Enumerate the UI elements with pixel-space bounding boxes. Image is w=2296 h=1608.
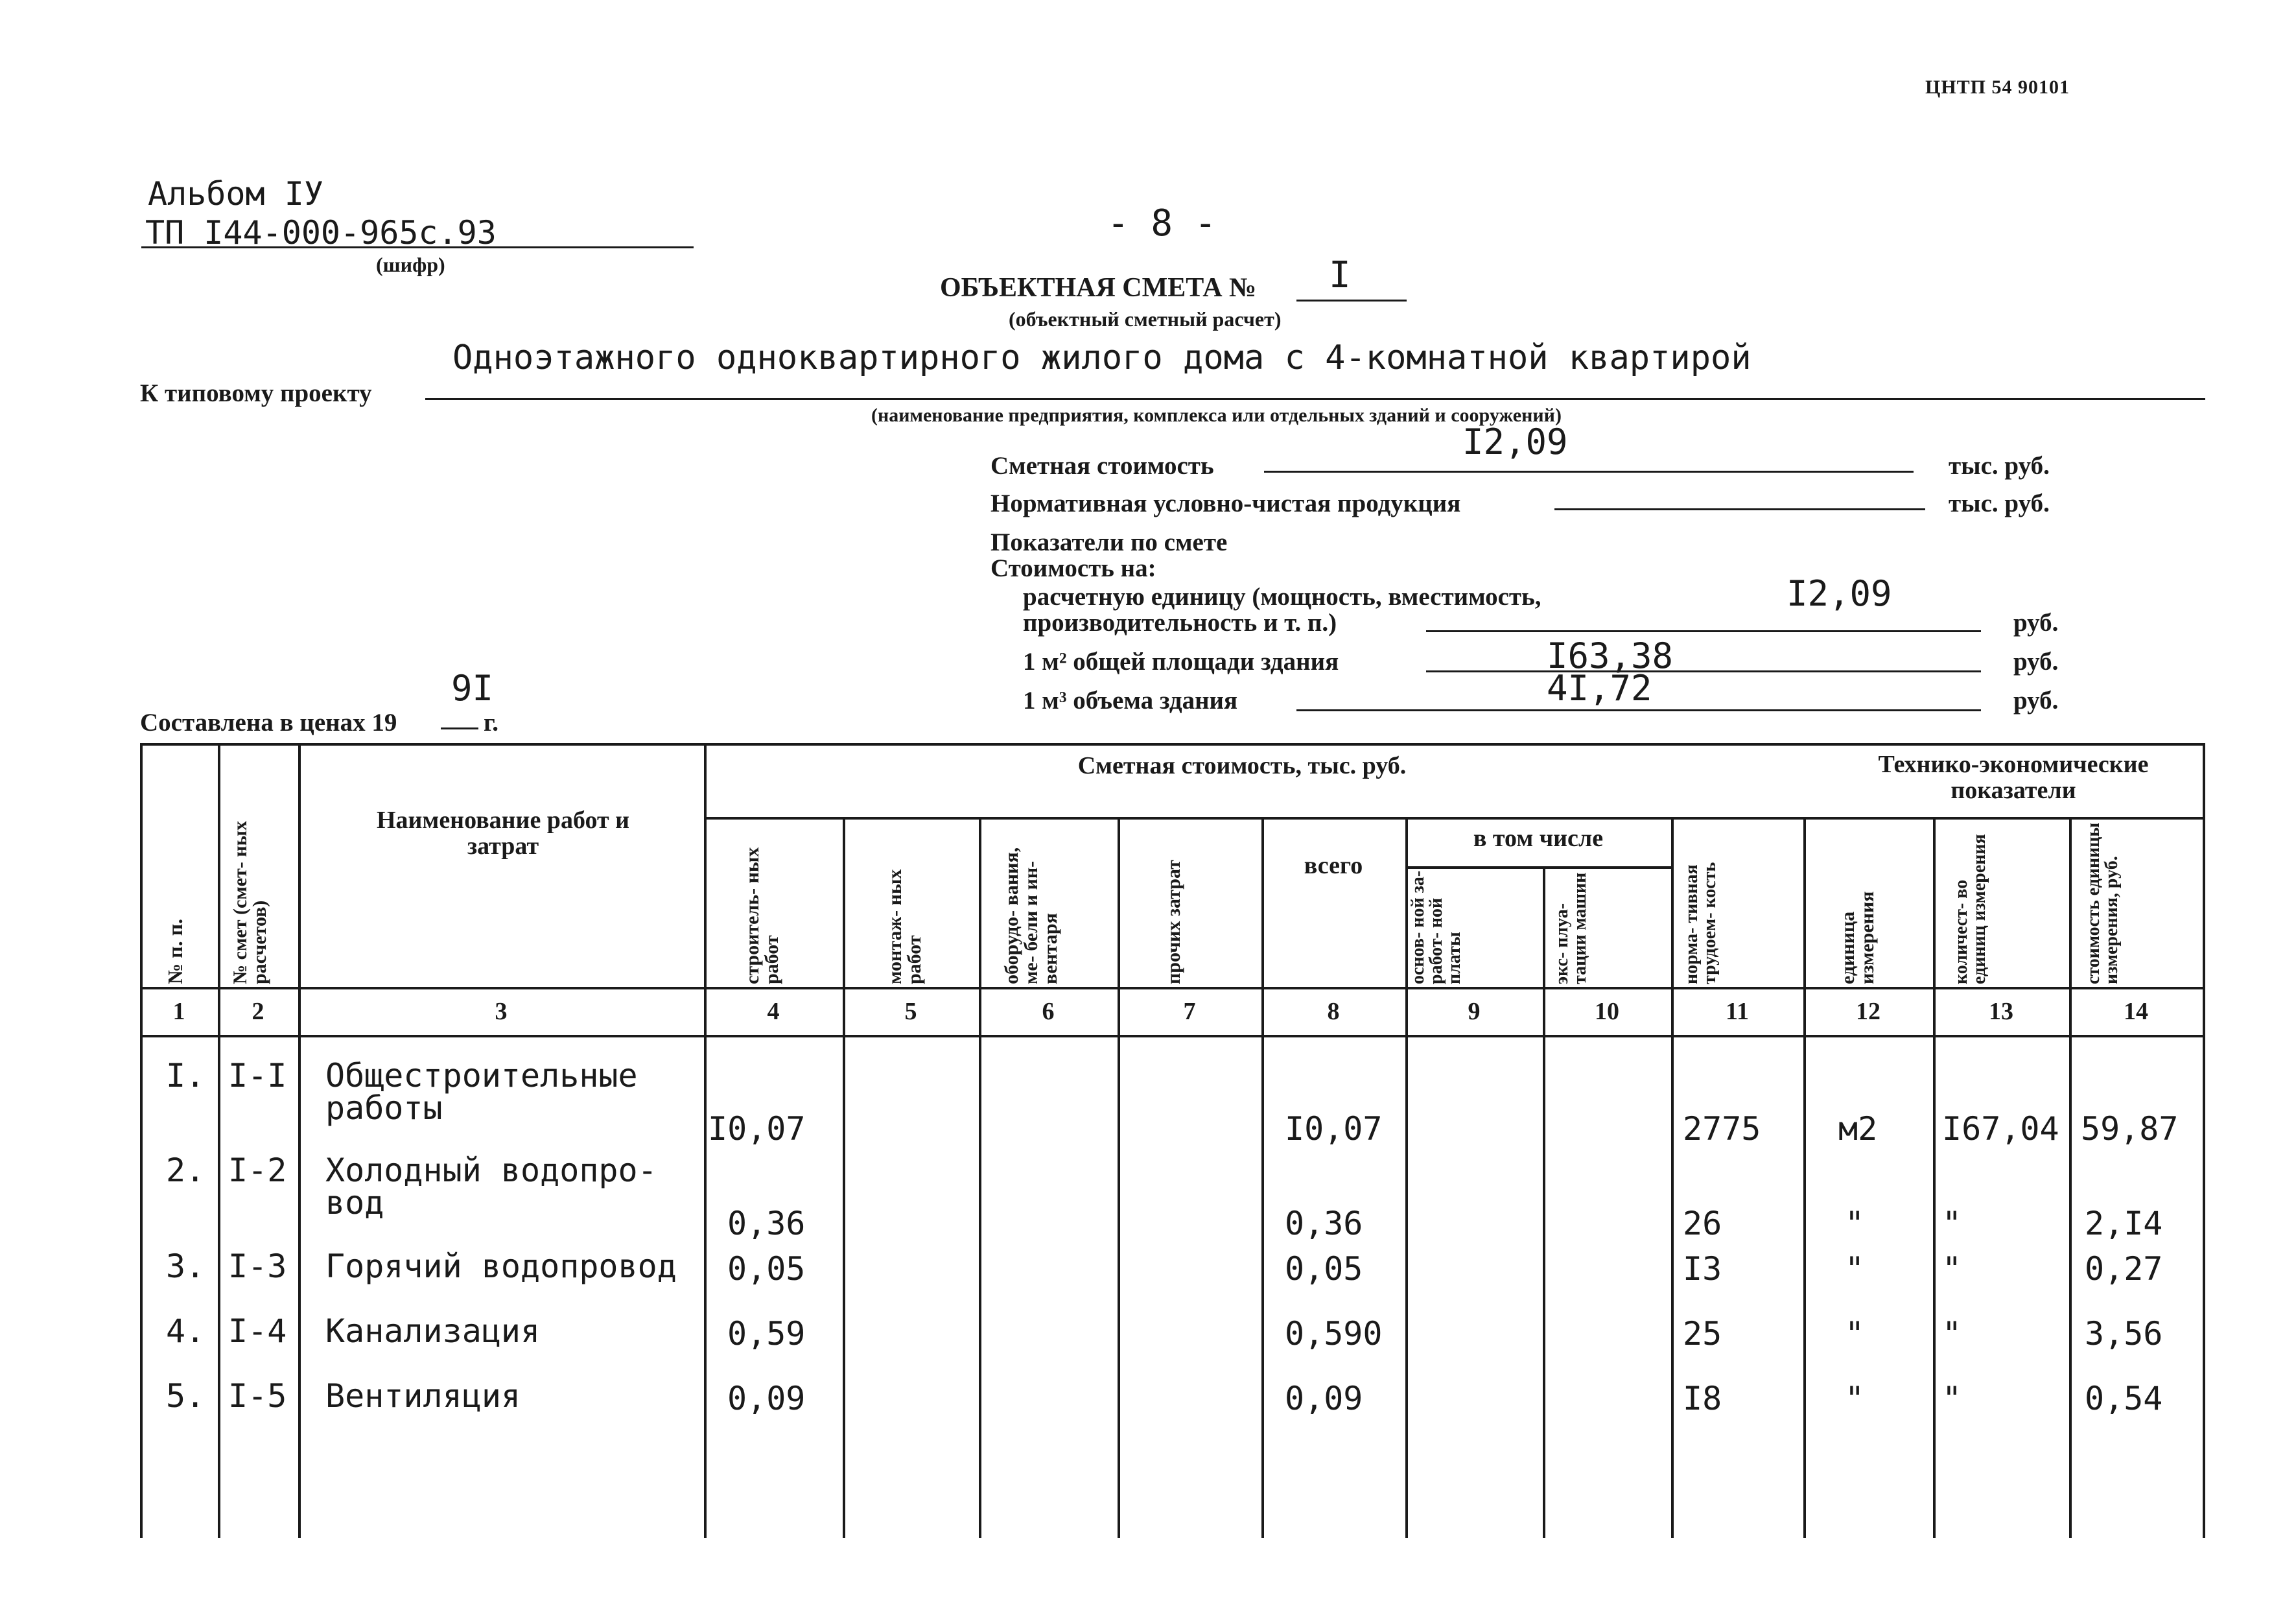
column-number: 7	[1183, 998, 1196, 1025]
header-quantity: количест- во единиц измерения	[1951, 834, 1989, 984]
row-number: 4.	[166, 1312, 205, 1350]
row-work-name: Холодный водопро-	[325, 1152, 657, 1189]
row-estimate-code: I-I	[228, 1057, 287, 1094]
row-unit: м2	[1838, 1110, 1878, 1148]
row-number: 3.	[166, 1247, 205, 1285]
row-unit-cost: 2,I4	[2085, 1205, 2163, 1242]
column-number: 12	[1856, 998, 1880, 1025]
net-unit: тыс. руб.	[1949, 490, 2050, 517]
column-numbers-border	[140, 1035, 2205, 1037]
area-label: 1 м² общей площади здания	[1023, 648, 1339, 676]
area-unit: руб.	[2013, 648, 2059, 676]
column-number: 14	[2124, 998, 2148, 1025]
row-quantity: I67,04	[1942, 1110, 2059, 1148]
column-number: 5	[904, 998, 917, 1025]
row-quantity: "	[1942, 1205, 1962, 1242]
net-underline	[1554, 508, 1925, 510]
row-estimate-code: I-2	[228, 1152, 287, 1189]
estimate-number: I	[1329, 254, 1351, 296]
row-unit: "	[1845, 1205, 1865, 1242]
row-total-cost: I0,07	[1285, 1110, 1383, 1148]
group-header-border	[704, 817, 2205, 820]
tp-code-underline	[141, 246, 694, 248]
row-work-name: Горячий водопровод	[325, 1247, 677, 1285]
row-unit-cost: 0,54	[2085, 1380, 2163, 1417]
column-number: 1	[172, 998, 185, 1025]
prices-label: Составлена в ценах 19	[140, 709, 397, 737]
col-divider	[2203, 743, 2205, 1538]
row-labor: 25	[1683, 1315, 1722, 1353]
header-row-number: № п. п.	[163, 918, 187, 984]
table-top-border	[140, 743, 2205, 746]
header-estimate-number: № смет (смет- ных расчетов)	[229, 821, 270, 984]
col-divider	[704, 743, 707, 1538]
header-tech-group: Технико-экономические показатели	[1878, 751, 2149, 804]
col-divider	[1543, 866, 1545, 1538]
header-machines: экс- плуа- тации машин	[1552, 872, 1590, 984]
volume-unit: руб.	[2013, 687, 2059, 715]
prices-year: 9I	[451, 668, 494, 709]
header-bottom-border	[140, 987, 2205, 989]
header-unit: единица измерения	[1837, 891, 1878, 984]
row-unit: "	[1845, 1380, 1865, 1417]
column-number: 11	[1726, 998, 1749, 1025]
area-value: I63,38	[1547, 635, 1674, 676]
col-divider	[1261, 817, 1264, 1538]
column-number: 4	[767, 998, 780, 1025]
row-estimate-code: I-5	[228, 1377, 287, 1415]
row-unit: "	[1845, 1250, 1865, 1288]
net-label: Нормативная условно-чистая продукция	[990, 490, 1461, 517]
col-divider	[298, 743, 301, 1538]
header-wages: основ- ной за- работ- ной платы	[1408, 870, 1464, 984]
col-divider	[1671, 817, 1674, 1538]
unit-label-1: расчетную единицу (мощность, вместимость,	[1023, 583, 1541, 611]
row-total-cost: 0,05	[1285, 1250, 1363, 1288]
row-number: 5.	[166, 1377, 205, 1415]
doc-code: ЦНТП 54 90101	[1925, 77, 2070, 98]
column-number: 6	[1042, 998, 1055, 1025]
cost-value: I2,09	[1462, 421, 1568, 462]
col-divider	[1933, 817, 1936, 1538]
cost-label: Сметная стоимость	[990, 452, 1214, 480]
column-number: 10	[1595, 998, 1619, 1025]
row-unit-cost: 3,56	[2085, 1315, 2163, 1353]
row-unit-cost: 59,87	[2081, 1110, 2179, 1148]
row-construction-cost: 0,36	[727, 1205, 806, 1242]
col-divider	[1118, 817, 1120, 1538]
header-installation: монтаж- ных работ	[884, 869, 925, 984]
row-unit: "	[1845, 1315, 1865, 1353]
row-labor: I3	[1683, 1250, 1722, 1288]
page-number: - 8 -	[1107, 202, 1217, 244]
column-number: 8	[1327, 998, 1340, 1025]
row-construction-cost: 0,05	[727, 1250, 806, 1288]
row-work-name: Общестроительные	[325, 1057, 638, 1094]
row-work-name-cont: работы	[325, 1089, 443, 1127]
row-labor: 2775	[1683, 1110, 1761, 1148]
row-work-name-cont: вод	[325, 1184, 384, 1222]
row-quantity: "	[1942, 1315, 1962, 1353]
album-label: Альбом IУ	[148, 175, 323, 213]
col-divider	[843, 817, 845, 1538]
unit-label-2: производительность и т. п.)	[1023, 609, 1337, 637]
header-total: всего	[1304, 852, 1363, 879]
cost-underline	[1264, 471, 1914, 473]
column-number: 3	[495, 998, 508, 1025]
row-quantity: "	[1942, 1250, 1962, 1288]
cost-unit: тыс. руб.	[1949, 452, 2050, 480]
col-divider	[218, 743, 220, 1538]
column-number: 13	[1989, 998, 2013, 1025]
volume-label: 1 м³ объема здания	[1023, 687, 1238, 715]
column-number: 2	[252, 998, 264, 1025]
unit-underline	[1426, 630, 1981, 632]
row-construction-cost: 0,09	[727, 1380, 806, 1417]
prices-year-underline	[441, 727, 478, 729]
row-construction-cost: I0,07	[708, 1110, 806, 1148]
col-divider	[140, 743, 143, 1538]
incl-header-border	[1405, 866, 1671, 869]
volume-underline	[1296, 709, 1981, 711]
estimate-title: ОБЪЕКТНАЯ СМЕТА №	[940, 273, 1257, 303]
header-including: в том числе	[1473, 825, 1604, 852]
header-other-costs: прочих затрат	[1163, 860, 1184, 984]
prices-suffix: г.	[484, 709, 499, 737]
row-quantity: "	[1942, 1380, 1962, 1417]
col-divider	[979, 817, 981, 1538]
row-unit-cost: 0,27	[2085, 1250, 2163, 1288]
row-number: I.	[166, 1057, 205, 1094]
area-underline	[1426, 670, 1981, 672]
row-total-cost: 0,590	[1285, 1315, 1383, 1353]
header-equipment: оборудо- вания, ме- бели и ин- вентаря	[1001, 847, 1061, 984]
project-prefix: К типовому проекту	[140, 379, 372, 407]
indicators-label: Показатели по смете	[990, 528, 1228, 556]
row-estimate-code: I-3	[228, 1247, 287, 1285]
estimate-title-sub: (объектный сметный расчет)	[1009, 307, 1282, 331]
row-work-name: Вентиляция	[325, 1377, 521, 1415]
row-estimate-code: I-4	[228, 1312, 287, 1350]
cost-on-label: Стоимость на:	[990, 554, 1156, 582]
estimate-table	[140, 743, 2205, 1538]
tp-code: ТП I44-000-965с.93	[145, 214, 497, 252]
row-total-cost: 0,09	[1285, 1380, 1363, 1417]
unit-value: I2,09	[1786, 573, 1892, 614]
header-labor: норма- тивная трудоем- кость	[1681, 862, 1720, 984]
header-cost-group: Сметная стоимость, тыс. руб.	[1077, 752, 1407, 779]
row-work-name: Канализация	[325, 1312, 541, 1350]
cipher-label: (шифр)	[376, 253, 445, 276]
header-works-name: Наименование работ и затрат	[376, 807, 630, 860]
row-labor: 26	[1683, 1205, 1722, 1242]
row-number: 2.	[166, 1152, 205, 1189]
row-construction-cost: 0,59	[727, 1315, 806, 1353]
column-number: 9	[1468, 998, 1481, 1025]
row-labor: I8	[1683, 1380, 1722, 1417]
col-divider	[2069, 817, 2072, 1538]
unit-unit: руб.	[2013, 609, 2059, 637]
project-underline	[425, 398, 2205, 400]
project-sub: (наименование предприятия, комплекса или отдельных зданий и сооружений)	[871, 405, 1562, 426]
header-construction: строитель- ных работ	[742, 847, 782, 984]
col-divider	[1803, 817, 1806, 1538]
estimate-number-underline	[1296, 300, 1407, 302]
row-total-cost: 0,36	[1285, 1205, 1363, 1242]
project-name: Одноэтажного одноквартирного жилого дома с 4-комнатной квартирой	[452, 338, 1751, 377]
header-unit-cost: стоимость единицы измерения, руб.	[2083, 822, 2122, 984]
volume-value: 4I,72	[1547, 668, 1652, 709]
